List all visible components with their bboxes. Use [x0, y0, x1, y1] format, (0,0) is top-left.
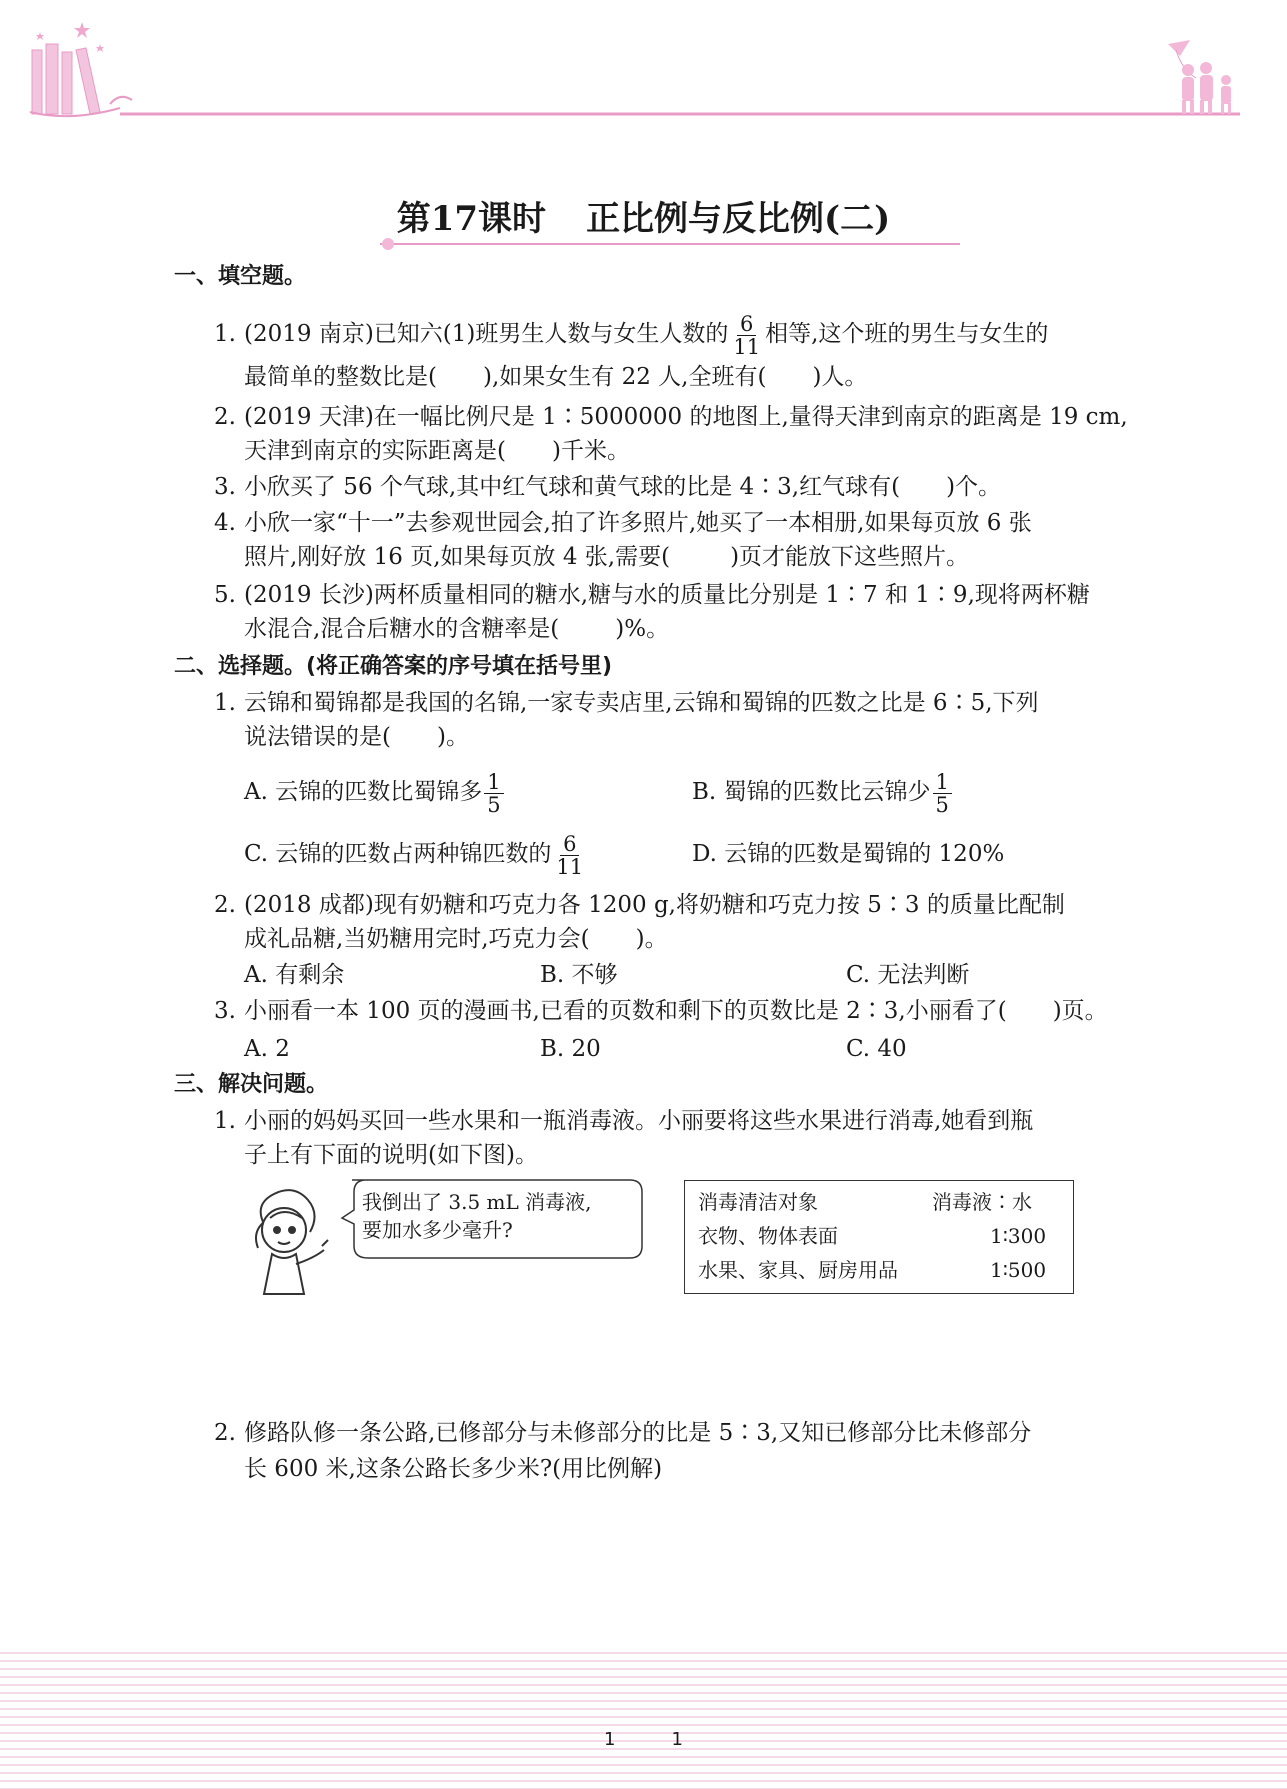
fill-q4-line2: 照片,刚好放 16 页,如果每页放 4 张,需要( )页才能放下这些照片。: [244, 544, 970, 570]
choice-q1-option-d[interactable]: D. 云锦的匹数是蜀锦的 120%: [692, 841, 1005, 867]
fill-q4-line1: 4. 小欣一家“十一”去参观世园会,拍了许多照片,她买了一本相册,如果每页放 6 张: [214, 510, 1032, 536]
choice-q1-line2: 说法错误的是( )。: [244, 724, 469, 750]
choice-q3-option-a[interactable]: A. 2: [244, 1036, 290, 1062]
table-row1-ratio: 1∶300: [990, 1224, 1047, 1248]
section-multiple-choice: 二、选择题。(将正确答案的序号填在括号里): [174, 654, 613, 679]
choice-q3-option-c[interactable]: C. 40: [846, 1036, 907, 1062]
fill-q2-line2: 天津到南京的实际距离是( )千米。: [244, 438, 630, 464]
fill-q5-line1: 5. (2019 长沙)两杯质量相同的糖水,糖与水的质量比分别是 1∶7 和 1∶9,现将两杯糖: [214, 582, 1090, 608]
footer-band: [0, 1652, 1287, 1789]
solve-q1-line2: 子上有下面的说明(如下图)。: [244, 1142, 538, 1168]
choice-q2-line1: 2. (2018 成都)现有奶糖和巧克力各 1200 g,将奶糖和巧克力按 5∶3 的质量比配制: [214, 892, 1065, 918]
section-problem-solving: 三、解决问题。: [174, 1072, 329, 1097]
choice-q2-option-b[interactable]: B. 不够: [540, 962, 618, 988]
solve-q1-line1: 1. 小丽的妈妈买回一些水果和一瓶消毒液。小丽要将这些水果进行消毒,她看到瓶: [214, 1108, 1034, 1134]
table-row1-object: 衣物、物体表面: [698, 1224, 838, 1248]
fraction: $\frac{6}{11}$: [733, 311, 761, 359]
choice-q1-option-b[interactable]: B. 蜀锦的匹数比云锦少 $\frac{1}{5}$: [692, 766, 954, 818]
choice-q1-line1: 1. 云锦和蜀锦都是我国的名锦,一家专卖店里,云锦和蜀锦的匹数之比是 6∶5,下列: [214, 690, 1039, 716]
header-decoration: [0, 0, 1287, 140]
answer-area[interactable]: [244, 1494, 1144, 1634]
choice-q2-option-a[interactable]: A. 有剩余: [244, 962, 345, 988]
table-header-object: 消毒清洁对象: [698, 1190, 818, 1214]
choice-q3-line1: 3. 小丽看一本 100 页的漫画书,已看的页数和剩下的页数比是 2∶3,小丽看了( )页。: [214, 998, 1108, 1024]
fill-q3-line1: 3. 小欣买了 56 个气球,其中红气球和黄气球的比是 4∶3,红气球有( )个。: [214, 474, 1002, 500]
choice-q1-option-a[interactable]: A. 云锦的匹数比蜀锦多 $\frac{1}{5}$: [244, 766, 506, 818]
choice-q3-option-b[interactable]: B. 20: [540, 1036, 601, 1062]
solve-q2-line2: 长 600 米,这条公路长多少米?(用比例解): [244, 1456, 663, 1482]
fill-q1-line1: 1. (2019 南京)已知六(1)班男生人数与女生人数的 $\frac{6}{11}$ 相等,这个班的男生与女生的: [214, 311, 1049, 359]
answer-area[interactable]: [244, 1310, 1144, 1410]
choice-q2-line2: 成礼品糖,当奶糖用完时,巧克力会( )。: [244, 926, 668, 952]
table-row2-object: 水果、家具、厨房用品: [698, 1258, 898, 1282]
fill-q2-line1: 2. (2019 天津)在一幅比例尺是 1∶5000000 的地图上,量得天津到南京的距离是 19 cm,: [214, 404, 1128, 430]
page-number: 1 1: [604, 1729, 683, 1750]
kite-children-icon: [1168, 40, 1231, 114]
solve-q2-line1: 2. 修路队修一条公路,已修部分与未修部分的比是 5∶3,又知已修部分比未修部分: [214, 1420, 1032, 1446]
title-topic: 正比例与反比例(二): [586, 199, 891, 239]
choice-q2-option-c[interactable]: C. 无法判断: [846, 962, 970, 988]
title-underline: [370, 236, 970, 252]
question-number: 1.: [214, 321, 236, 347]
title-lesson: 第17课时: [396, 199, 547, 239]
table-row2-ratio: 1∶500: [990, 1258, 1047, 1282]
choice-q1-option-c[interactable]: C. 云锦的匹数占两种锦匹数的 $\frac{6}{11}$: [244, 831, 584, 879]
books-logo-icon: [30, 44, 132, 116]
fill-q5-line2: 水混合,混合后糖水的含糖率是( )%。: [244, 616, 670, 642]
table-header-ratio: 消毒液∶水: [932, 1190, 1032, 1214]
speech-bubble-line2: 要加水多少毫升?: [362, 1218, 513, 1242]
fill-q1-line2: 最简单的整数比是( ),如果女生有 22 人,全班有( )人。: [244, 364, 868, 390]
section-fill-blank: 一、填空题。: [174, 264, 307, 289]
girl-illustration-icon: [244, 1184, 344, 1304]
speech-bubble-line1: 我倒出了 3.5 mL 消毒液,: [362, 1190, 592, 1214]
